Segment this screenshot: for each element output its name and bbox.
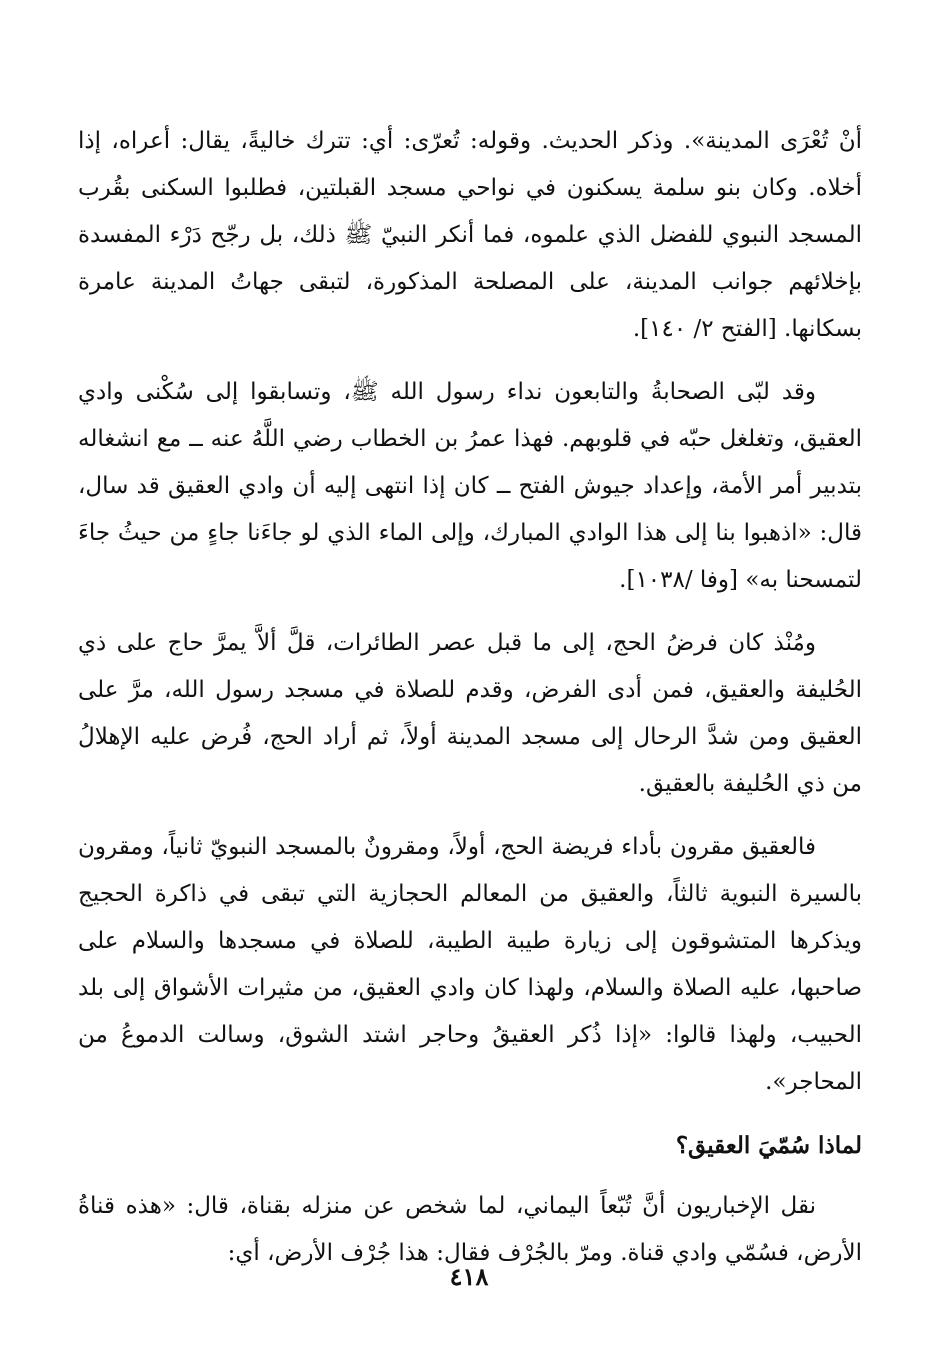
page-body xyxy=(78,118,862,1293)
paragraph-1: أنْ تُعْرَى المدينة». وذكر الحديث. وقوله: تُعرّى: أي: تترك خاليةً، يقال: أعراه، إذا أخلاه. وكان بنو سلمة يسكنون في نواحي مسجد القبلتين، فطلبوا السكنى بقُرب المسجد النبوي للفضل الذي علموه، فما أنكر النبيّ ﷺ ذلك، بل رجّح دَرْء المفسدة بإخلائهم جوانب المدينة، على المصلحة المذكورة، لتبقى جهاتُ المدينة عامرة بسكانها. [الفتح ٢/ ١٤٠]. xyxy=(78,128,862,342)
section-heading: لماذا سُمّيَ العقيق؟ xyxy=(675,1132,862,1159)
paragraph-5: نقل الإخباريون أنَّ تُبّعاً اليماني، لما شخص عن منزله بقناة، قال: «هذه قناةُ الأرض، فسُمّي وادي قناة. ومرّ بالجُرْف فقال: هذا جُرْف الأرض، أي: xyxy=(78,1193,862,1266)
paragraph-2: وقد لبّى الصحابةُ والتابعون نداء رسول الله ﷺ، وتسابقوا إلى سُكْنى وادي العقيق، وتغلغل حبّه في قلوبهم. فهذا عمرُ بن الخطاب رضي اللَّهُ عنه ــ مع انشغاله بتدبير أمر الأمة، وإعداد جيوش الفتح ــ كان إذا انتهى إليه أن وادي العقيق قد سال، قال: «اذهبوا بنا إلى هذا الوادي المبارك، وإلى الماء الذي لو جاءَنا جاءٍ من حيثُ جاءَ لتمسحنا به» [وفا /١٠٣٨]. xyxy=(78,379,862,593)
paragraph-3: ومُنْذ كان فرضُ الحج، إلى ما قبل عصر الطائرات، قلَّ ألاَّ يمرَّ حاج على ذي الحُليفة والعقيق، فمن أدى الفرض، وقدم للصلاة في مسجد رسول الله، مرَّ على العقيق ومن شدَّ الرحال إلى مسجد المدينة أولاً، ثم أراد الحج، فُرض عليه الإهلالُ من ذي الحُليفة بالعقيق. xyxy=(78,630,862,797)
paragraph-4: فالعقيق مقرون بأداء فريضة الحج، أولاً، ومقرونٌ بالمسجد النبويّ ثانياً، ومقرون بالسيرة النبوية ثالثاً، والعقيق من المعالم الحجازية التي تبقى في ذاكرة الحجيج ويذكرها المتشوقون إلى زيارة طيبة الطيبة، للصلاة في مسجدها والسلام على صاحبها، عليه الصلاة والسلام، ولهذا كان وادي العقيق، من مثيرات الأشواق إلى بلد الحبيب، ولهذا قالوا: «إذا ذُكر العقيقُ وحاجر اشتد الشوق، وسالت الدموعُ من المحاجر». xyxy=(78,834,862,1095)
page-number: ٤١٨ xyxy=(449,1262,489,1291)
